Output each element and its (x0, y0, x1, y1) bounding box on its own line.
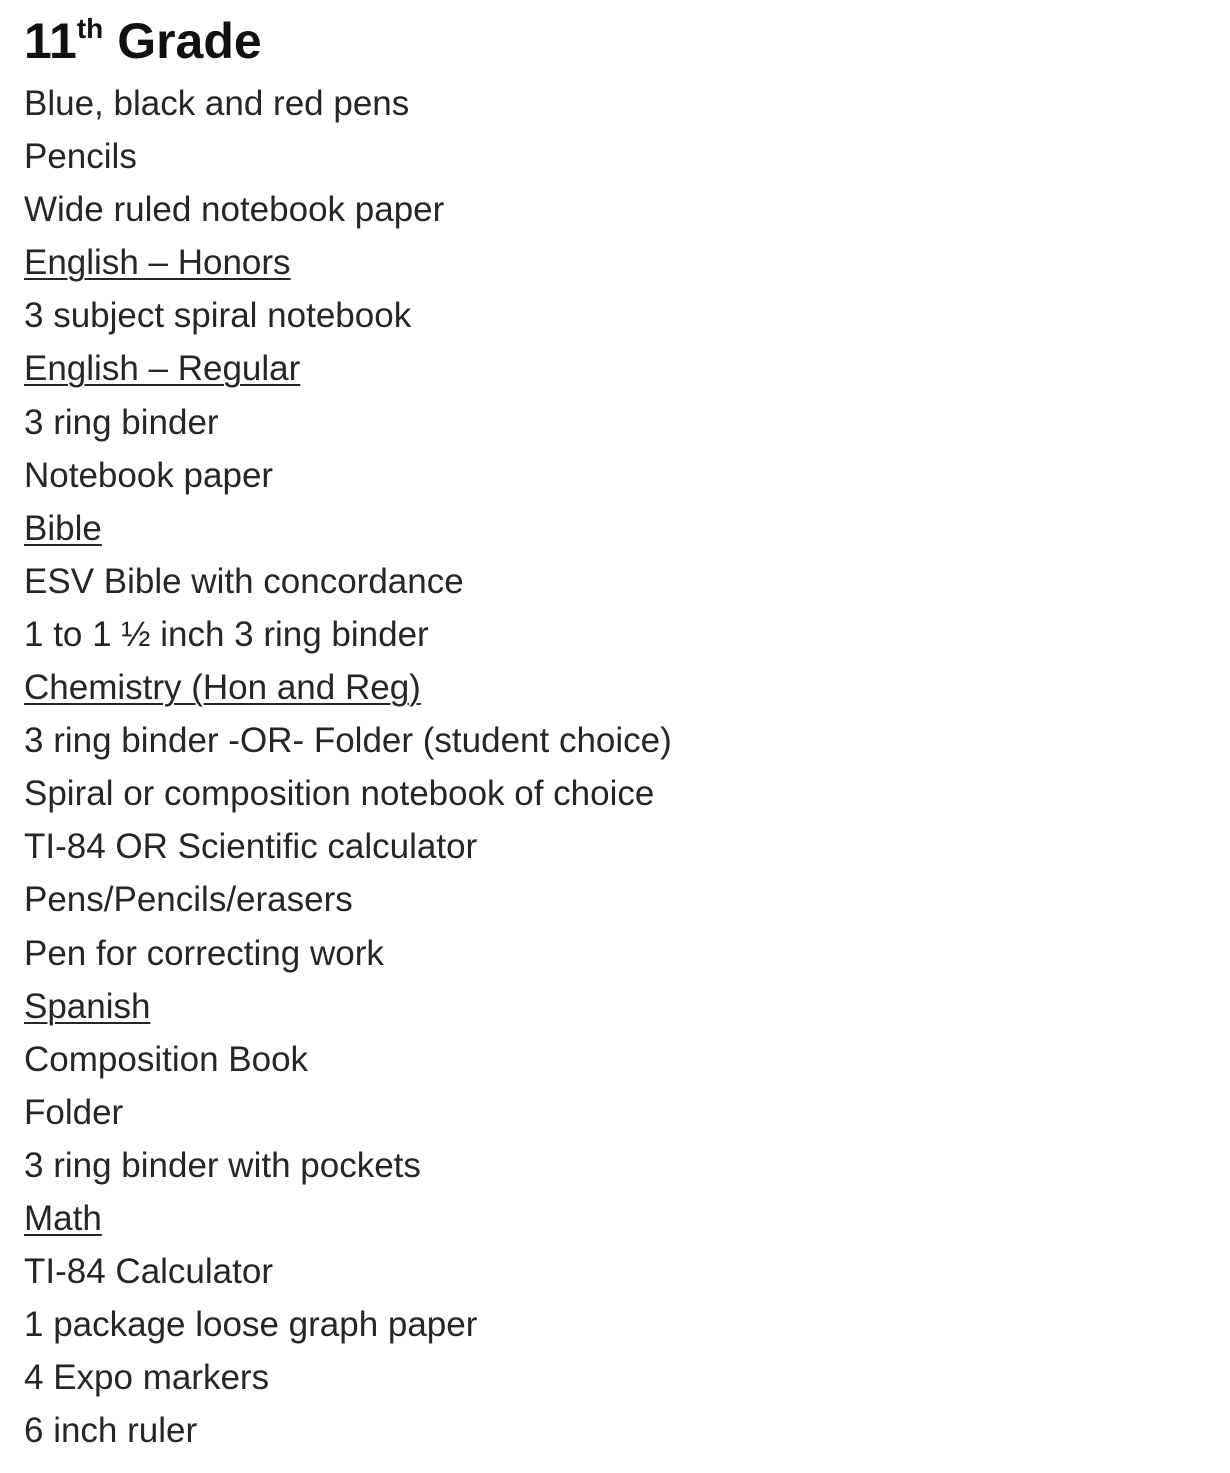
supply-list-document (24, 6, 1204, 1457)
title-superscript: th (76, 13, 104, 44)
supply-item: Blue, black and red pens (24, 84, 410, 123)
supply-item: 3 subject spiral notebook (24, 296, 412, 336)
supply-item: Pen for correcting work (24, 933, 384, 973)
section-heading: Bible (24, 508, 102, 548)
supply-item: TI-84 OR Scientific calculator (24, 827, 478, 867)
supply-item: 6 inch ruler (24, 1411, 198, 1451)
supply-item: TI-84 Calculator (24, 1252, 273, 1292)
supply-item: Composition Book (24, 1039, 309, 1079)
supply-item: 3 ring binder with pockets (24, 1145, 421, 1185)
supply-item: ESV Bible with concordance (24, 561, 464, 601)
section-heading: Spanish (24, 986, 151, 1026)
supply-item: 1 to 1 ½ inch 3 ring binder (24, 614, 429, 654)
supply-item: Notebook paper (24, 455, 274, 495)
supply-item: 1 package loose graph paper (24, 1305, 478, 1345)
supply-item: Folder (24, 1092, 124, 1132)
supply-item: Wide ruled notebook paper (24, 190, 445, 230)
title-number: 11 (24, 13, 77, 69)
page-title (24, 6, 1204, 76)
section-heading: Math (24, 1198, 102, 1238)
section-heading: Chemistry (Hon and Reg) (24, 668, 421, 708)
section-heading: English – Honors (24, 243, 291, 283)
supply-item: 4 Expo markers (24, 1358, 270, 1398)
supply-item: Pens/Pencils/erasers (24, 880, 353, 920)
supply-item: 3 ring binder -OR- Folder (student choice) (24, 721, 672, 761)
supply-item: Pencils (24, 137, 137, 177)
supply-item: Spiral or composition notebook of choice (24, 774, 655, 814)
section-heading: English – Regular (24, 349, 301, 389)
title-text: Grade (103, 13, 262, 69)
supply-list (24, 77, 1204, 1457)
supply-item: 3 ring binder (24, 402, 219, 442)
